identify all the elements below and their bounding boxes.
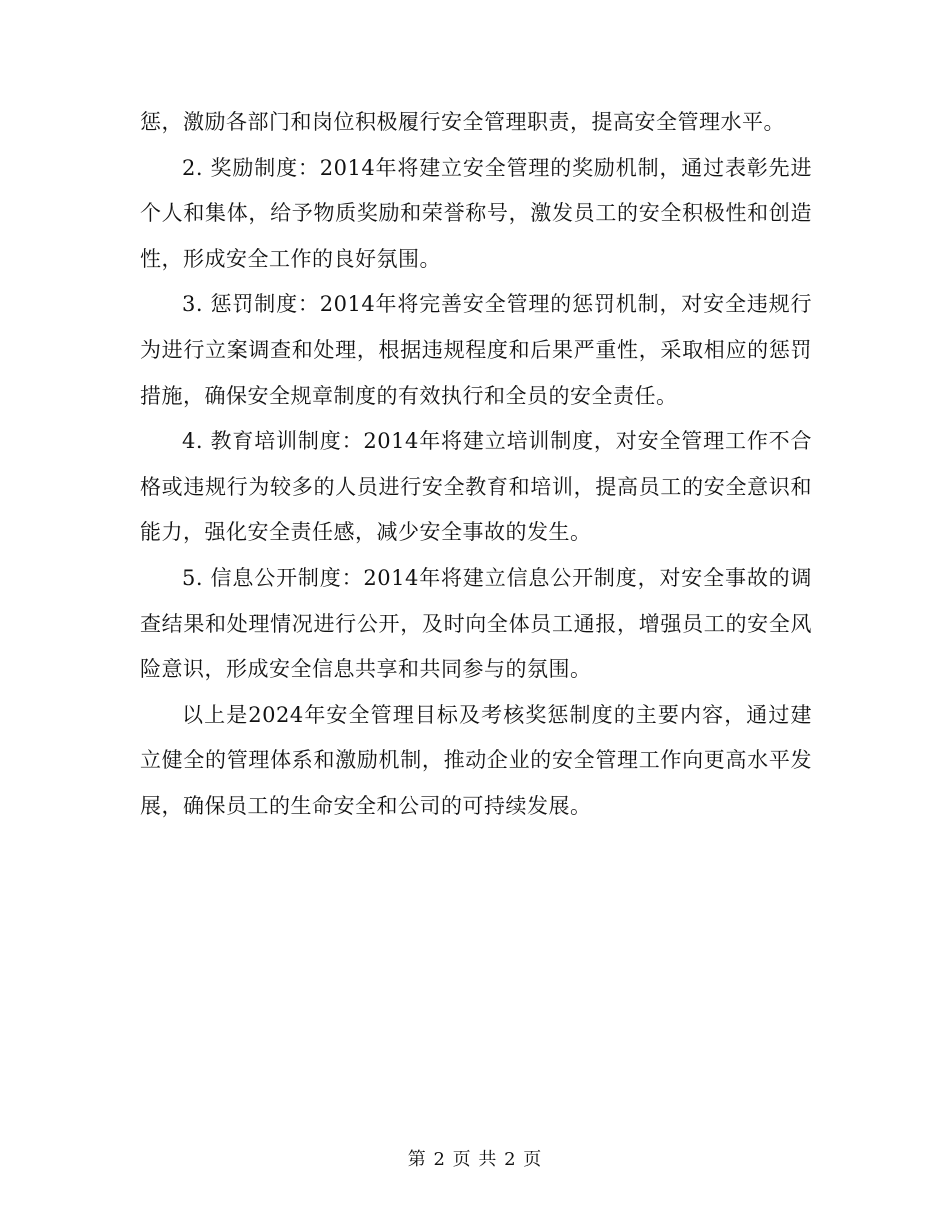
- page-number-footer: 第 2 页 共 2 页: [407, 1149, 543, 1170]
- paragraph-training-system: 4. 教育培训制度：2014年将建立培训制度，对安全管理工作不合格或违规行为较多的人员进行安全教育和培训，提高员工的安全意识和能力，强化安全责任感，减少安全事故的发生。: [140, 429, 812, 545]
- paragraph-information-disclosure: 5. 信息公开制度：2014年将建立信息公开制度，对安全事故的调查结果和处理情况进行公开，及时向全体员工通报，增强员工的安全风险意识，形成安全信息共享和共同参与的氛围。: [140, 565, 812, 682]
- document-body: [140, 100, 812, 830]
- paragraph-continuation: 惩，激励各部门和岗位积极履行安全管理职责，提高安全管理水平。: [140, 110, 785, 134]
- paragraph-reward-system: 2. 奖励制度：2014年将建立安全管理的奖励机制，通过表彰先进个人和集体，给予物质奖励和荣誉称号，激发员工的安全积极性和创造性，形成安全工作的良好氛围。: [140, 155, 812, 271]
- paragraph-penalty-system: 3. 惩罚制度：2014年将完善安全管理的惩罚机制，对安全违规行为进行立案调查和处理，根据违规程度和后果严重性，采取相应的惩罚措施，确保安全规章制度的有效执行和全员的安全责任。: [140, 292, 812, 408]
- paragraph-conclusion: 以上是2024年安全管理目标及考核奖惩制度的主要内容，通过建立健全的管理体系和激励机制，推动企业的安全管理工作向更高水平发展，确保员工的生命安全和公司的可持续发展。: [140, 702, 812, 818]
